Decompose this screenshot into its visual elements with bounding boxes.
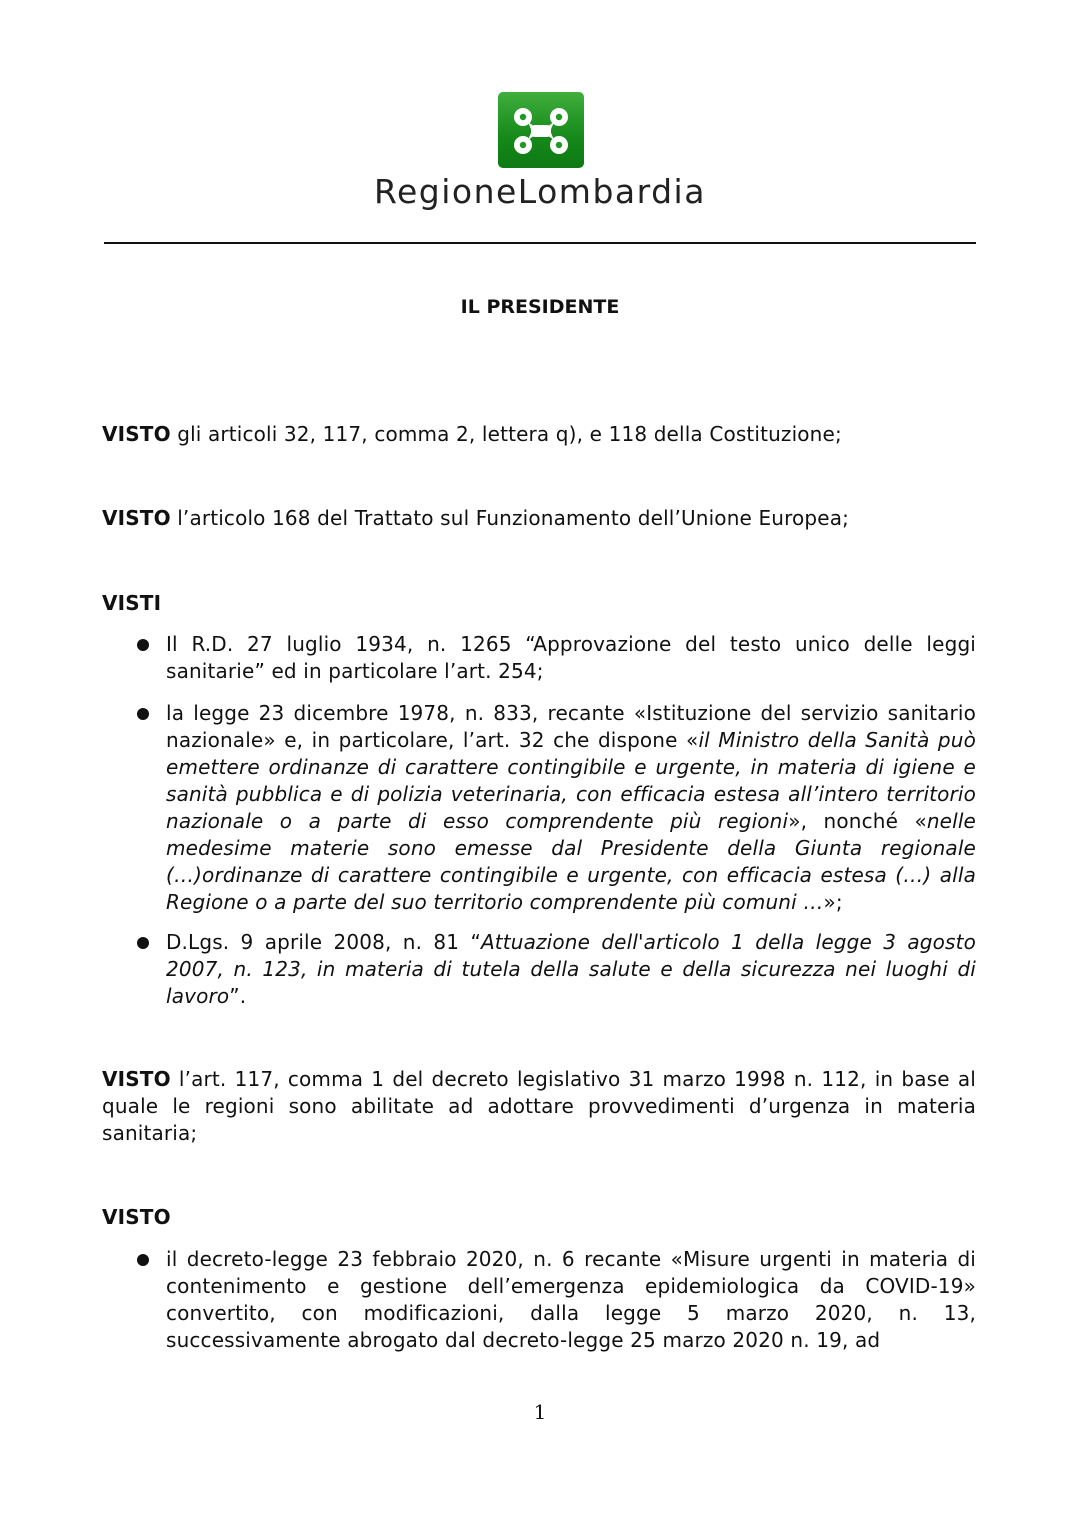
keyword-visto: VISTO xyxy=(102,506,171,530)
list-item-rd-1934: Il R.D. 27 luglio 1934, n. 1265 “Approvazione del testo unico delle leggi sanitarie” ed in particolare l’art. 254; xyxy=(166,632,976,683)
regione-lombardia-logo xyxy=(498,92,584,168)
bullet-dot xyxy=(137,1254,149,1266)
header-divider xyxy=(104,242,976,244)
bullet-dot xyxy=(137,937,149,949)
list-item-dl-6-2020: il decreto-legge 23 febbraio 2020, n. 6 recante «Misure urgenti in materia di contenimento e gestione dell’emergenza epidemiologica da COVID-19» convertito, con modificazioni, dalla legge 5 marzo 2020, n. 13, successivamente abrogato dal decreto-legge 25 marzo 2020 n. 19, ad xyxy=(166,1247,976,1352)
page-number: 1 xyxy=(533,1400,547,1424)
bullet-dot xyxy=(137,708,149,720)
document-title: IL PRESIDENTE xyxy=(460,296,620,318)
list-item-dlgs-81: D.Lgs. 9 aprile 2008, n. 81 “Attuazione dell'articolo 1 della legge 3 agosto 2007, n. 123, in materia di tutela della salute e della sicurezza nei luoghi di lavoro”. xyxy=(166,930,976,1008)
paragraph-visto-dlgs-112 xyxy=(102,1066,976,1147)
heading-visti: VISTI xyxy=(102,591,162,615)
bullet-dot xyxy=(137,639,149,651)
heading-visto: VISTO xyxy=(102,1205,171,1229)
keyword-visto: VISTO xyxy=(102,422,171,446)
list-item-legge-833: la legge 23 dicembre 1978, n. 833, recante «Istituzione del servizio sanitario nazionale» e, in particolare, l’art. 32 che dispone «il Ministro della Sanità può emettere ordinanze di carattere contingibile e urgente, in materia di igiene e sanità pubblica e di polizia veterinaria, con efficacia estesa all’intero territorio nazionale o a parte di esso comprendente più regioni», nonché «nelle medesime materie sono emesse dal Presidente della Giunta regionale (…)ordinanze di carattere contingibile e urgente, con efficacia estesa (…) alla Regione o a parte del suo territorio comprendente più comuni …»; xyxy=(166,701,977,914)
paragraph-visto-costituzione xyxy=(102,421,976,448)
paragraph-visto-trattato xyxy=(102,505,976,532)
paragraph-text: gli articoli 32, 117, comma 2, lettera q), e 118 della Costituzione; xyxy=(170,422,842,446)
paragraph-text: l’art. 117, comma 1 del decreto legislativo 31 marzo 1998 n. 112, in base al quale le regioni sono abilitate ad adottare provvedimenti d’urgenza in materia sanitaria; xyxy=(102,1067,976,1145)
rosa-camuna-icon xyxy=(498,92,584,168)
paragraph-text: l’articolo 168 del Trattato sul Funzionamento dell’Unione Europea; xyxy=(170,506,850,530)
keyword-visto: VISTO xyxy=(102,1067,171,1091)
brand-name: RegioneLombardia xyxy=(374,172,706,211)
